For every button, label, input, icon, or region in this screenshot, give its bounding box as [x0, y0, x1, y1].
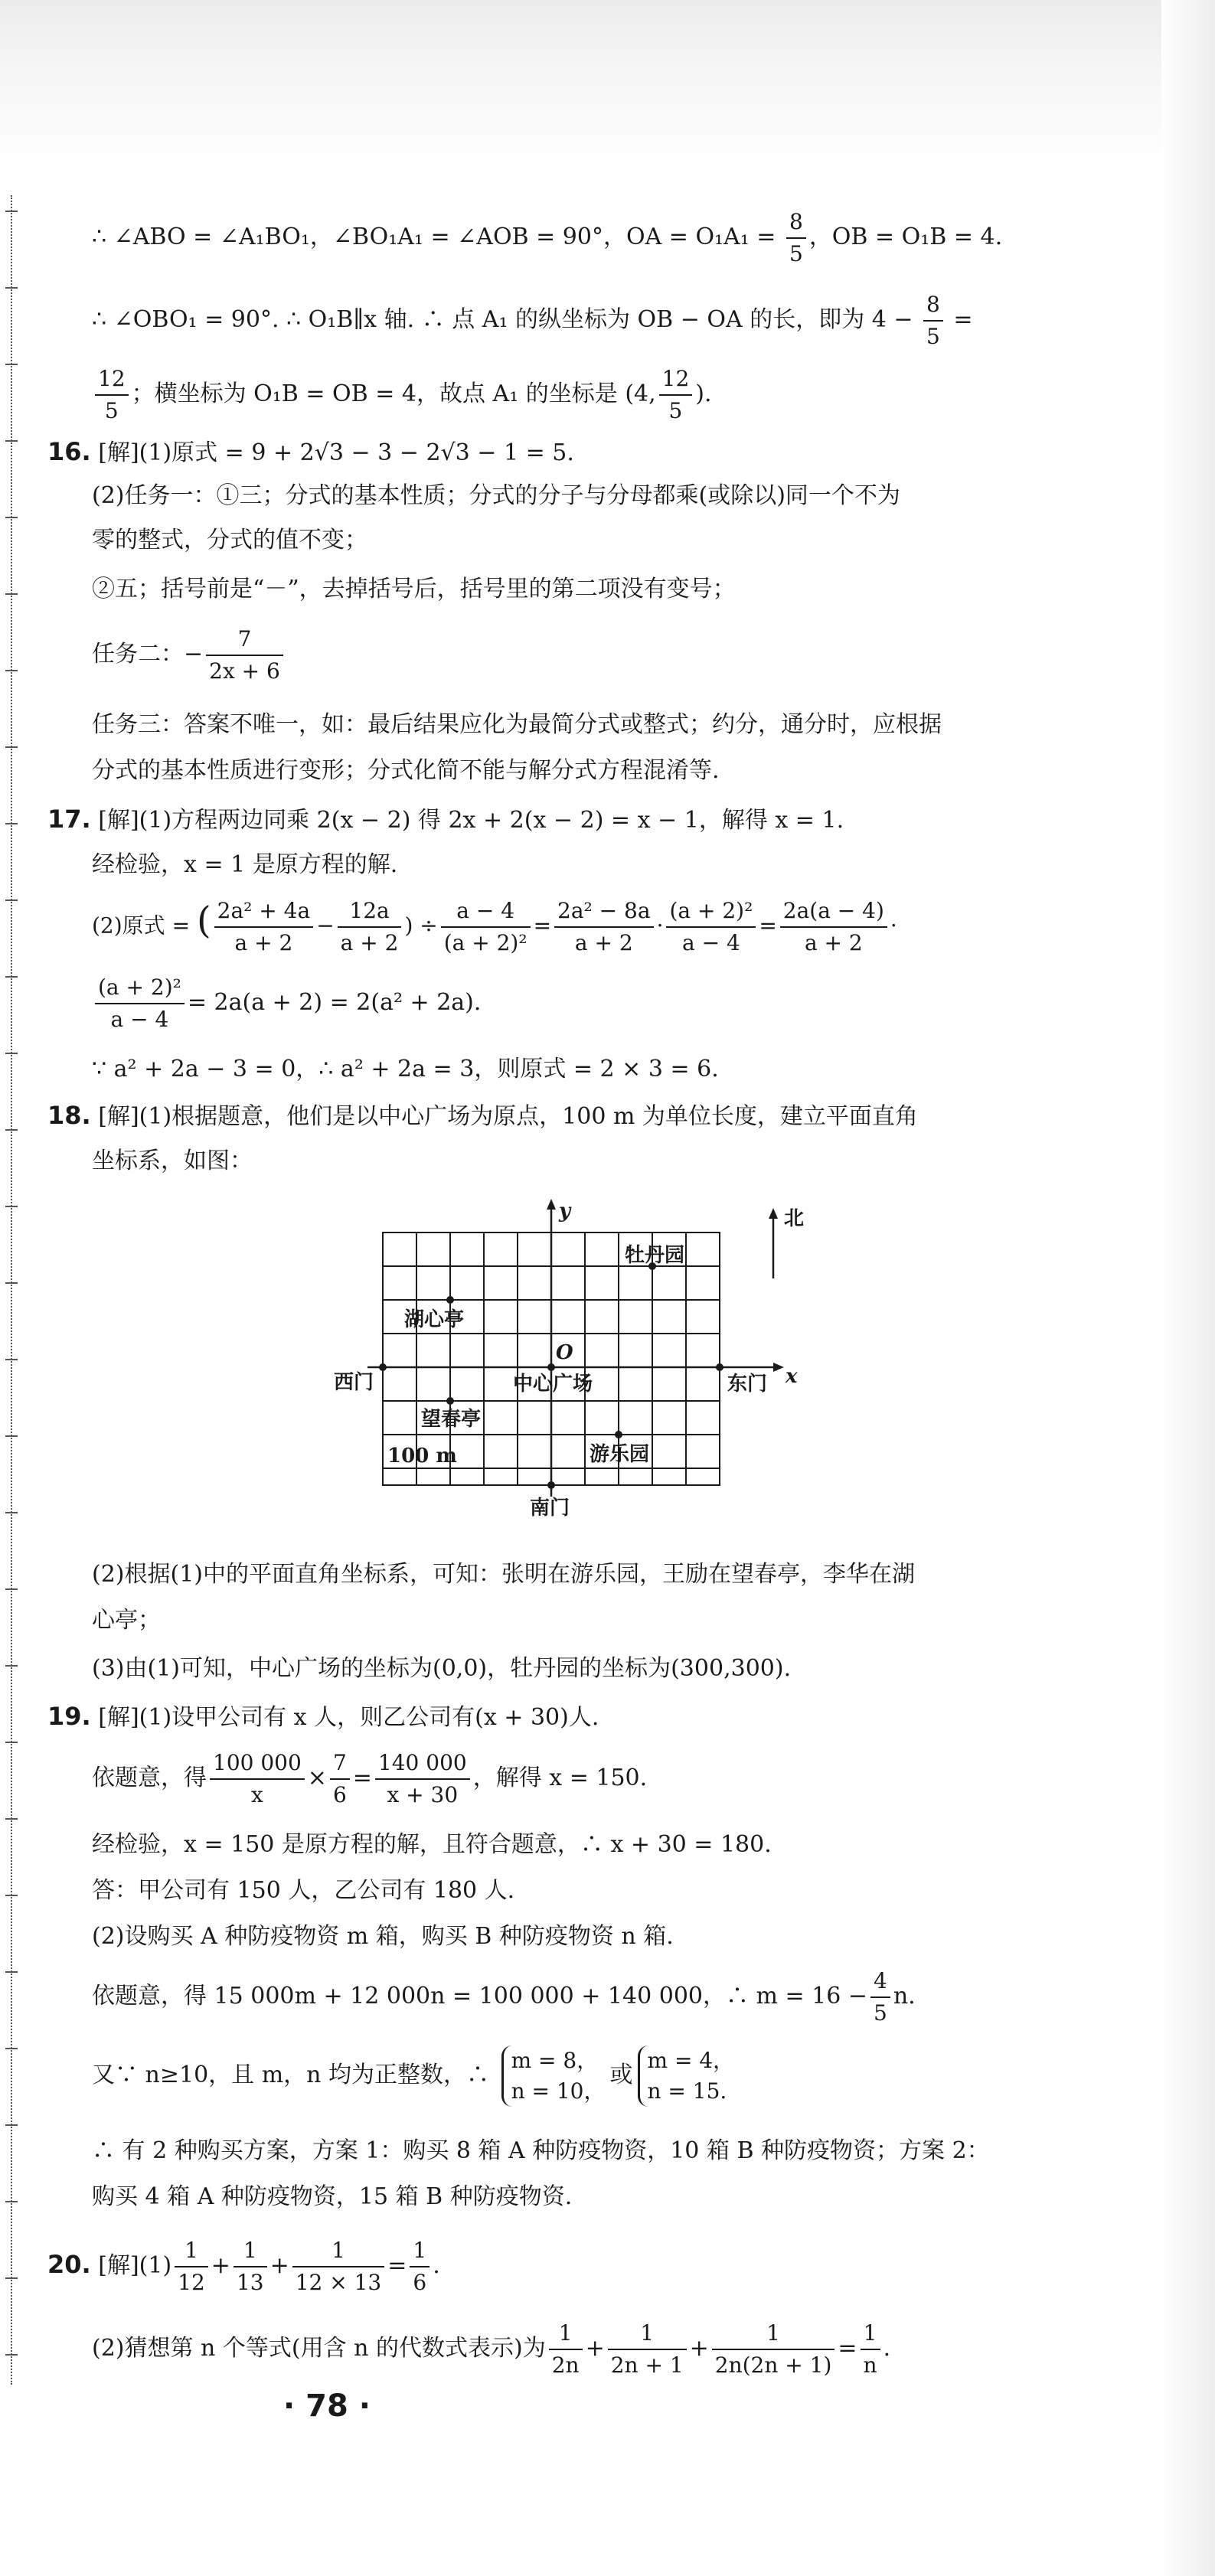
fraction — [549, 2318, 583, 2381]
fraction — [234, 2235, 267, 2298]
text: 任务二：− — [92, 641, 204, 668]
denominator: a + 2 — [574, 930, 633, 955]
denominator: x — [251, 1782, 263, 1807]
fraction — [210, 1748, 305, 1810]
text: = — [533, 913, 552, 939]
denominator: 5 — [789, 241, 803, 266]
text: ). — [695, 380, 712, 407]
fraction — [554, 896, 654, 958]
q18-line-1 — [47, 1099, 918, 1134]
equation: n = 10， — [511, 2078, 606, 2104]
equation: m = 8， — [511, 2048, 599, 2073]
text: (1)设甲公司有 x 人，则乙公司有(x + 30)人. — [139, 1704, 599, 1731]
denominator: a + 2 — [804, 930, 863, 955]
peony-label: 牡丹园 — [625, 1244, 685, 1267]
question-number: 19. — [47, 1702, 91, 1731]
wangchun-label: 望春亭 — [421, 1408, 482, 1431]
text: 或 — [609, 2062, 633, 2088]
scan-shading-right — [1161, 0, 1215, 2576]
text: = — [946, 306, 973, 333]
prev-line-3 — [92, 364, 712, 426]
equation: m = 4， — [647, 2048, 735, 2073]
denominator: 5 — [668, 398, 683, 423]
q17-line-3 — [92, 896, 897, 958]
q19-line-6 — [92, 1966, 916, 2029]
fraction — [666, 896, 756, 958]
text: + — [689, 2335, 709, 2362]
point-center — [547, 1363, 555, 1371]
point-amusement — [615, 1431, 622, 1438]
fraction — [206, 624, 283, 687]
fraction — [292, 2235, 385, 2298]
fraction — [861, 2318, 880, 2381]
equation: n = 15. — [647, 2078, 727, 2104]
denominator: n — [863, 2352, 877, 2378]
text: − — [316, 913, 335, 939]
fraction — [330, 1748, 350, 1810]
q19-line-5: (2)设购买 A 种防疫物资 m 箱，购买 B 种防疫物资 n 箱. — [92, 1923, 674, 1950]
fraction — [441, 896, 531, 958]
text: = — [352, 1765, 372, 1791]
binding-margin — [11, 195, 23, 2385]
q18-line-4: 心亭； — [92, 1607, 161, 1634]
text: (2)原式 = — [92, 913, 191, 939]
q16-line-6: 任务三：答案不唯一，如：最后结果应化为最简分式或整式；约分，通分时，应根据 — [92, 711, 942, 738]
denominator: a + 2 — [340, 930, 399, 955]
q16-line-4: ②五；括号前是“－”，去掉括号后，括号里的第二项没有变号； — [92, 576, 736, 602]
numerator: 12a — [338, 896, 402, 928]
y-axis-arrow-icon — [547, 1199, 556, 1210]
q19-line-4: 答：甲公司有 150 人，乙公司有 180 人. — [92, 1877, 515, 1904]
denominator: 5 — [926, 324, 940, 349]
denominator: a − 4 — [110, 1007, 169, 1032]
x-axis-arrow-icon — [773, 1363, 784, 1372]
numerator: 12 — [95, 364, 129, 396]
q16-line-7: 分式的基本性质进行变形；分式化简不能与解分式方程混淆等. — [92, 757, 720, 784]
fraction — [338, 896, 402, 958]
y-label: y — [559, 1200, 571, 1223]
denominator: a − 4 — [682, 930, 740, 955]
point-east — [716, 1363, 723, 1371]
text: n. — [893, 1983, 916, 2010]
q16-line-1 — [47, 435, 574, 470]
solution-tag: [解] — [98, 807, 139, 834]
q19-line-9: 购买 4 箱 A 种防疫物资，15 箱 B 种防疫物资. — [92, 2183, 573, 2210]
prev-line-2 — [92, 289, 973, 352]
q19-line-8: ∴ 有 2 种购买方案，方案 1：购买 8 箱 A 种防疫物资，10 箱 B 种防疫物资；方案 2： — [92, 2137, 990, 2164]
text: . — [883, 2335, 891, 2362]
numerator: 7 — [206, 624, 283, 656]
denominator: 6 — [413, 2270, 427, 2295]
text: ；横坐标为 O₁B = OB = 4，故点 A₁ 的坐标是 — [131, 380, 618, 407]
denominator: 2n(2n + 1) — [714, 2352, 832, 2378]
text: (1)方程两边同乘 2(x − 2) 得 2x + 2(x − 2) = x − 1，解得 x = 1. — [139, 807, 844, 834]
solution-tag: [解] — [98, 1704, 139, 1731]
numerator: 1 — [861, 2318, 880, 2350]
solution-tag: [解] — [98, 439, 139, 466]
q19-line-1 — [47, 1699, 599, 1735]
q18-line-2: 坐标系，如图： — [92, 1148, 253, 1174]
point-lake — [446, 1296, 454, 1304]
text: ∴ ∠ABO = ∠A₁BO₁，∠BO₁A₁ = ∠AOB = 90°，OA = O₁A₁ = — [92, 224, 776, 250]
numerator: 1 — [712, 2318, 835, 2350]
point-west — [379, 1363, 387, 1371]
numerator: 140 000 — [375, 1748, 470, 1780]
numerator: 12 — [659, 364, 693, 396]
numerator: 1 — [549, 2318, 583, 2350]
paren: ( — [196, 899, 211, 942]
text: = — [387, 2252, 407, 2279]
denominator: 13 — [236, 2270, 264, 2295]
denominator: a + 2 — [234, 930, 293, 955]
text: (4, — [625, 380, 656, 407]
text: (1)根据题意，他们是以中心广场为原点，100 m 为单位长度，建立平面直角 — [139, 1103, 918, 1130]
numerator: 1 — [292, 2235, 385, 2267]
text: 依题意，得 — [92, 1765, 207, 1791]
equation-system — [638, 2045, 735, 2107]
text: × — [307, 1765, 327, 1791]
fraction — [175, 2235, 208, 2298]
text: 依题意，得 15 000m + 12 000n = 100 000 + 140 000，∴ m = 16 − — [92, 1983, 868, 2010]
text: ∴ ∠OBO₁ = 90°. ∴ O₁B∥x 轴. ∴ 点 A₁ 的纵坐标为 OB − OA 的长，即为 4 − — [92, 306, 913, 333]
north-arrow-icon — [769, 1208, 778, 1219]
origin-label: O — [556, 1341, 573, 1364]
numerator: 1 — [410, 2235, 429, 2267]
q16-line-3: 零的整式，分式的值不变； — [92, 527, 367, 553]
question-number: 18. — [47, 1101, 91, 1130]
fraction — [712, 2318, 835, 2381]
amusement-label: 游乐园 — [590, 1443, 650, 1466]
denominator: 6 — [332, 1782, 347, 1807]
denominator: 2x + 6 — [209, 658, 280, 684]
text: = — [759, 913, 777, 939]
q18-line-5: (3)由(1)可知，中心广场的坐标为(0,0)，牡丹园的坐标为(300,300). — [92, 1655, 792, 1682]
numerator: 4 — [870, 1966, 890, 1998]
q19-line-7 — [92, 2045, 739, 2107]
numerator: 1 — [608, 2318, 687, 2350]
fraction — [95, 364, 129, 426]
text: (1) — [139, 2252, 172, 2279]
q17-line-2: 经检验，x = 1 是原方程的解. — [92, 851, 398, 878]
numerator: 1 — [234, 2235, 267, 2267]
center-label: 中心广场 — [513, 1373, 593, 1396]
text: · — [656, 913, 664, 939]
fraction — [95, 972, 185, 1035]
denominator: 12 × 13 — [295, 2270, 382, 2295]
solution-tag: [解] — [98, 1103, 139, 1130]
text: ) ÷ — [404, 913, 438, 939]
fraction — [659, 364, 693, 426]
denominator: 2n + 1 — [610, 2352, 684, 2378]
q16-line-2: (2)任务一：①三；分式的基本性质；分式的分子与分母都乘(或除以)同一个不为 — [92, 482, 900, 509]
south-label: 南门 — [530, 1497, 570, 1520]
north-label: 北 — [784, 1207, 805, 1230]
text: = — [838, 2335, 857, 2362]
fraction — [780, 896, 887, 958]
numerator: 2a(a − 4) — [780, 896, 887, 928]
east-label: 东门 — [727, 1373, 768, 1396]
page-number: · 78 · — [283, 2388, 371, 2424]
question-number: 16. — [47, 437, 91, 466]
numerator: 2a² + 4a — [214, 896, 314, 928]
text: ，解得 x = 150. — [472, 1765, 648, 1791]
coordinate-map-figure — [322, 1194, 827, 1546]
q17-line-5: ∵ a² + 2a − 3 = 0，∴ a² + 2a = 3，则原式 = 2 × 3 = 6. — [92, 1056, 719, 1082]
text: . — [433, 2252, 440, 2279]
fraction — [214, 896, 314, 958]
solution-tag: [解] — [98, 2252, 139, 2279]
text: 又∵ n≥10，且 m，n 均为正整数，∴ — [92, 2062, 490, 2088]
scan-shading — [0, 0, 1215, 176]
q18-line-3: (2)根据(1)中的平面直角坐标系，可知：张明在游乐园，王励在望春亭，李华在湖 — [92, 1561, 915, 1588]
text: (2)猜想第 n 个等式(用含 n 的代数式表示)为 — [92, 2335, 546, 2362]
denominator: 12 — [178, 2270, 205, 2295]
text: + — [211, 2252, 230, 2279]
lake-label: 湖心亭 — [404, 1308, 465, 1331]
q16-line-5 — [92, 624, 286, 687]
denominator: 2n — [551, 2352, 580, 2378]
fraction — [608, 2318, 687, 2381]
scale-label: 100 m — [387, 1445, 457, 1468]
q20-line-1 — [47, 2235, 440, 2298]
point-wangchun — [446, 1397, 454, 1405]
x-label: x — [786, 1365, 798, 1388]
point-south — [547, 1481, 555, 1489]
q17-line-1 — [47, 802, 844, 837]
numerator: 100 000 — [210, 1748, 305, 1780]
west-label: 西门 — [334, 1371, 374, 1394]
fraction — [870, 1966, 890, 2029]
fraction — [923, 289, 943, 352]
denominator: x + 30 — [387, 1782, 459, 1807]
equation-system — [501, 2045, 606, 2107]
denominator: (a + 2)² — [443, 930, 527, 955]
denominator: 5 — [104, 398, 119, 423]
fraction — [375, 1748, 470, 1810]
prev-line-1 — [92, 207, 1002, 269]
q19-line-3: 经检验，x = 150 是原方程的解，且符合题意，∴ x + 30 = 180. — [92, 1831, 772, 1858]
fraction — [410, 2235, 429, 2298]
numerator: (a + 2)² — [666, 896, 756, 928]
denominator: 5 — [874, 2000, 887, 2026]
question-number: 20. — [47, 2250, 91, 2279]
numerator: 8 — [923, 289, 943, 322]
numerator: (a + 2)² — [95, 972, 185, 1004]
text: + — [269, 2252, 289, 2279]
text: = 2a(a + 2) = 2(a² + 2a). — [187, 989, 482, 1016]
q19-line-2 — [92, 1748, 647, 1810]
numerator: a − 4 — [441, 896, 531, 928]
numerator: 8 — [786, 207, 806, 239]
text: · — [890, 913, 897, 939]
text: ，OB = O₁B = 4. — [808, 224, 1003, 250]
numerator: 7 — [330, 1748, 350, 1780]
text: (1)原式 = 9 + 2√3 − 3 − 2√3 − 1 = 5. — [139, 439, 574, 466]
numerator: 1 — [175, 2235, 208, 2267]
fraction — [786, 207, 806, 269]
q17-line-4 — [92, 972, 481, 1035]
text: + — [585, 2335, 605, 2362]
numerator: 2a² − 8a — [554, 896, 654, 928]
question-number: 17. — [47, 805, 91, 834]
q20-line-2 — [92, 2318, 890, 2381]
